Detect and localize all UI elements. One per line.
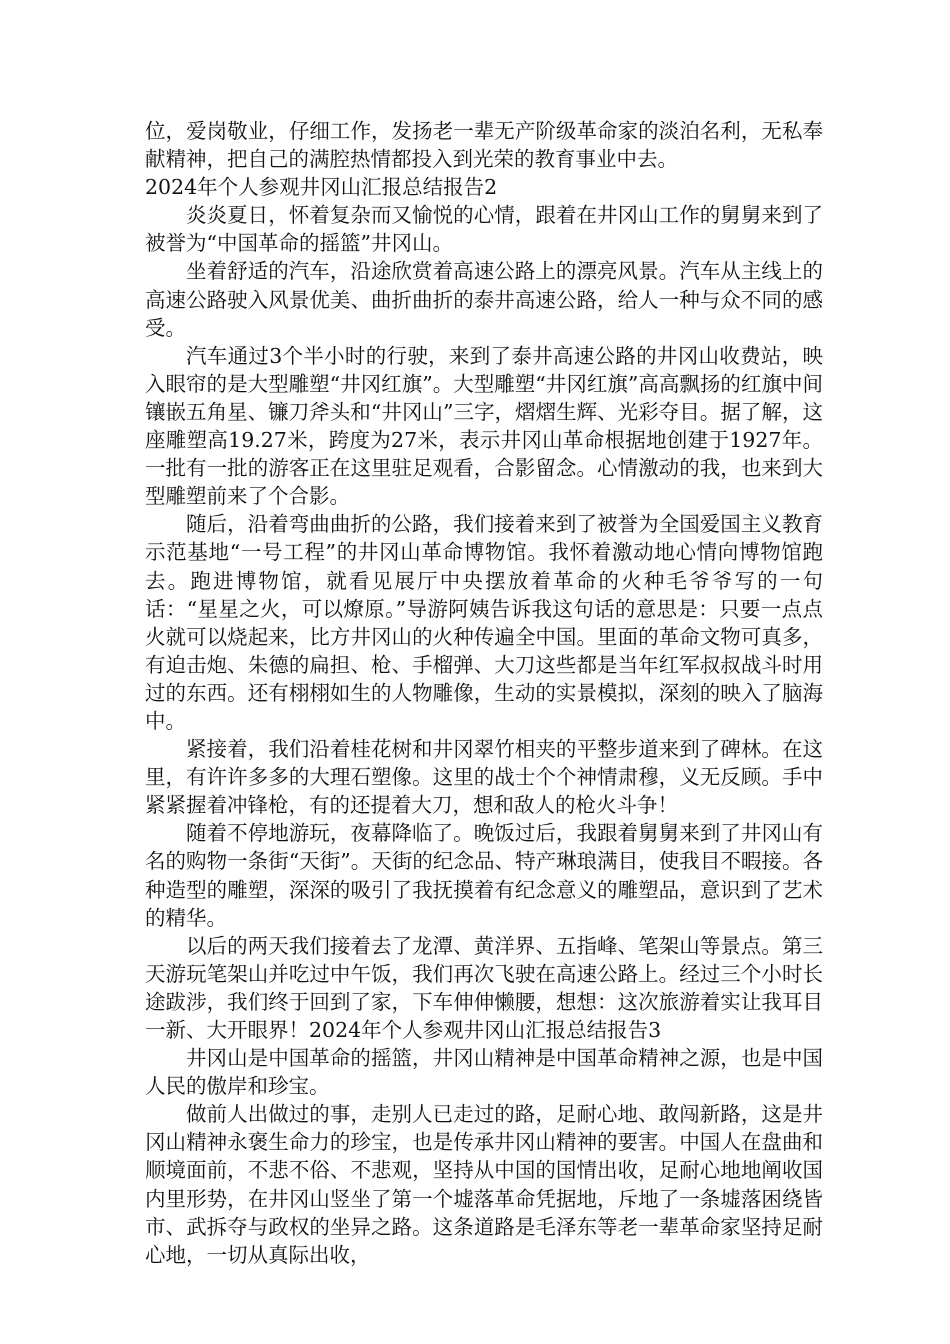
paragraph-6: 随后，沿着弯曲曲折的公路，我们接着来到了被誉为全国爱国主义教育示范基地“一号工程”的井冈山革命博物馆。我怀着激动地心情向博物馆跑去。跑进博物馆，就看见展厅中央摆放着革命的火种毛爷爷写的一句话：“星星之火，可以燎原。”导游阿姨告诉我这句话的意思是：只要一点点火就可以烧起来，比方井冈山的火种传遍全中国。里面的革命文物可真多，有迫击炮、朱德的扁担、枪、手榴弹、大刀这些都是当年红军叔叔战斗时用过的东西。还有栩栩如生的人物雕像，生动的实景模拟，深刻的映入了脑海中。 (145, 512, 823, 733)
paragraph-4: 坐着舒适的汽车，沿途欣赏着高速公路上的漂亮风景。汽车从主线上的高速公路驶入风景优美、曲折曲折的泰井高速公路，给人一种与众不同的感受。 (145, 259, 823, 340)
paragraph-7: 紧接着，我们沿着桂花树和井冈翠竹相夹的平整步道来到了碑林。在这里，有许许多多的大理石塑像。这里的战士个个神情肃穆，义无反顾。手中紧紧握着冲锋枪，有的还提着大刀，想和敌人的枪火斗争！ (145, 737, 823, 818)
paragraph-8: 随着不停地游玩，夜幕降临了。晚饭过后，我跟着舅舅来到了井冈山有名的购物一条街“天街”。天街的纪念品、特产琳琅满目，使我目不暇接。各种造型的雕塑，深深的吸引了我抚摸着有纪念意义的雕塑品，意识到了艺术的精华。 (145, 821, 823, 930)
paragraph-5: 汽车通过3个半小时的行驶，来到了泰井高速公路的井冈山收费站，映入眼帘的是大型雕塑“井冈红旗”。大型雕塑“井冈红旗”高高飘扬的红旗中间镶嵌五角星、镰刀斧头和“井冈山”三字，熠熠生辉、光彩夺目。据了解，这座雕塑高19.27米，跨度为27米，表示井冈山革命根据地创建于1927年。一批有一批的游客正在这里驻足观看，合影留念。心情激动的我，也来到大型雕塑前来了个合影。 (145, 343, 823, 509)
section-heading-2: 2024年个人参观井冈山汇报总结报告2 (145, 175, 498, 200)
paragraph-1: 位，爱岗敬业，仔细工作，发扬老一辈无产阶级革命家的淡泊名利，无私奉献精神，把自己的满腔热情都投入到光荣的教育事业中去。 (145, 119, 823, 172)
document-body (145, 117, 823, 1269)
paragraph-10: 井冈山是中国革命的摇篮，井冈山精神是中国革命精神之源，也是中国人民的傲岸和珍宝。 (145, 1046, 823, 1099)
paragraph-9: 以后的两天我们接着去了龙潭、黄洋界、五指峰、笔架山等景点。第三天游玩笔架山并吃过中午饭，我们再次飞驶在高速公路上。经过三个小时长途跋涉，我们终于回到了家，下车伸伸懒腰，想想：这次旅游着实让我耳目一新、大开眼界！2024年个人参观井冈山汇报总结报告3 (145, 933, 823, 1042)
paragraph-11: 做前人出做过的事，走别人已走过的路，足耐心地、敢闯新路，这是井冈山精神永褒生命力的珍宝，也是传承井冈山精神的要害。中国人在盘曲和顺境面前，不悲不俗、不悲观，坚持从中国的国情出收，足耐心地地阐收国内里形势，在井冈山竖坐了第一个墟落革命凭据地，斥地了一条墟落困绕皆市、武拆夺与政权的坐异之路。这条道路是毛泽东等老一辈革命家坚持足耐心地，一切从真际出收， (145, 1102, 823, 1267)
paragraph-3: 炎炎夏日，怀着复杂而又愉悦的心情，跟着在井冈山工作的舅舅来到了被誉为“中国革命的摇篮”井冈山。 (145, 203, 823, 256)
